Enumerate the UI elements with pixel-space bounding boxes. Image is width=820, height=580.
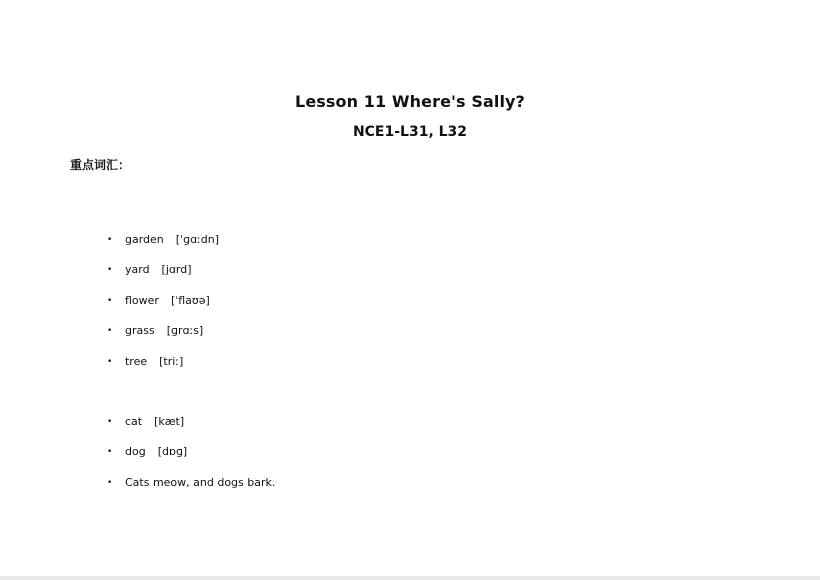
bullet-icon: • (106, 265, 113, 275)
bullet-icon: • (106, 326, 113, 336)
vocab-word: tree (124, 355, 148, 368)
key-vocabulary-label: 重点词汇： (70, 158, 131, 172)
vocab-phonetic: [triː] (159, 355, 184, 368)
bullet-icon: • (106, 357, 113, 367)
vocab-item-dog (86, 428, 188, 458)
bullet-icon: • (106, 417, 113, 427)
vocab-phonetic: [jɑrd] (161, 263, 192, 276)
vocab-item-sentence (86, 459, 276, 489)
vocab-item-flower (86, 277, 210, 307)
vocab-sentence: Cats meow, and dogs bark. (124, 476, 276, 489)
vocab-word: cat (124, 415, 143, 428)
vocab-phonetic: [ˈɡɑːdn] (175, 233, 219, 246)
vocab-phonetic: [kæt] (154, 415, 185, 428)
vocab-phonetic: [dɒɡ] (157, 445, 188, 458)
vocab-item-garden (86, 216, 219, 246)
vocab-word: flower (124, 294, 159, 307)
lesson-title: Lesson 11 Where's Sally? (295, 92, 525, 111)
bullet-icon: • (106, 235, 113, 245)
lesson-subtitle: NCE1-L31, L32 (352, 124, 468, 140)
vocab-word: yard (124, 263, 150, 276)
vocab-item-yard (86, 246, 192, 276)
bullet-icon: • (106, 447, 113, 457)
page-bottom-edge (0, 576, 820, 580)
bullet-icon: • (106, 478, 113, 488)
vocab-word: garden (124, 233, 164, 246)
vocab-phonetic: [ɡrɑːs] (166, 324, 204, 337)
vocab-word: dog (124, 445, 146, 458)
vocab-item-tree (86, 338, 184, 368)
bullet-icon: • (106, 296, 113, 306)
vocab-item-cat (86, 398, 185, 428)
vocab-item-grass (86, 307, 204, 337)
vocab-word: grass (124, 324, 155, 337)
vocab-phonetic: [ˈflaʊə] (170, 294, 210, 307)
